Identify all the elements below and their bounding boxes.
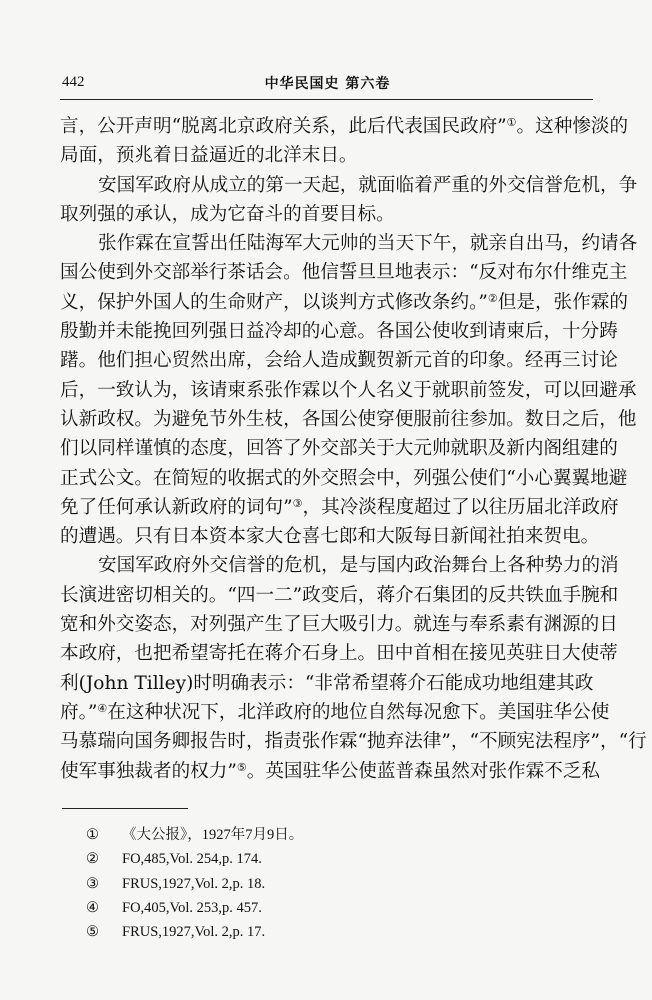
text-line: 府。”④在这种状况下，北洋政府的地位自然每况愈下。美国驻华公使	[60, 701, 610, 723]
text-line: 使军事独裁者的权力”⑤。英国驻华公使蓝普森虽然对张作霖不乏私	[60, 760, 601, 782]
text-line: 免了任何承认新政府的词句”③，其冷淡程度超过了以往历届北洋政府	[60, 496, 619, 518]
text-line: 宽和外交姿态，对列强产生了巨大吸引力。就连与奉系素有渊源的日	[60, 614, 618, 636]
footnote	[86, 896, 303, 920]
text-line: 殷勤并未能挽回列强日益冷却的心意。各国公使收到请柬后，十分踌	[60, 321, 618, 343]
footnote-text: FRUS,1927,Vol. 2,p. 17.	[122, 924, 266, 941]
footnote	[86, 872, 303, 896]
text-line: 马慕瑞向国务卿报告时，指责张作霖“抛弃法律”，“不顾宪法程序”，“行	[60, 731, 647, 753]
text-line: 取列强的承认，成为它奋斗的首要目标。	[60, 203, 395, 225]
text-line: 认新政权。为避免节外生枝，各国公使穿便服前往参加。数日之后，他	[60, 408, 637, 430]
text-line: 的遭遇。只有日本资本家大仓喜七郎和大阪每日新闻社拍来贺电。	[60, 526, 600, 548]
text-line: 本政府，也把希望寄托在蒋介石身上。田中首相在接见英驻日大使蒂	[60, 643, 618, 665]
running-title: 中华民国史 第六卷	[264, 76, 391, 92]
footnote-text: FRUS,1927,Vol. 2,p. 18.	[122, 875, 266, 892]
text-line: 正式公文。在简短的收据式的外交照会中，列强公使们“小心翼翼地避	[60, 467, 628, 489]
text-line: 言，公开声明“脱离北京政府关系，此后代表国民政府”①。这种惨淡的	[60, 116, 629, 137]
footnote	[86, 847, 303, 871]
footnote-mark: ④	[86, 899, 99, 916]
text-line: 张作霖在宣誓出任陆海军大元帅的当天下午，就亲自出马，约请各	[98, 233, 638, 255]
text-line: 国公使到外交部举行茶话会。他信誓旦旦地表示：“反对布尔什维克主	[60, 262, 628, 284]
header-rule	[60, 99, 593, 100]
text-line: 躇。他们担心贸然出席，会给人造成觐贺新元首的印象。经再三讨论	[60, 350, 618, 372]
footnote-mark: ①	[86, 827, 99, 843]
page-number: 442	[62, 74, 85, 90]
text-line: 安国军政府从成立的第一天起，就面临着严重的外交信誉危机，争	[98, 174, 638, 196]
body-text	[60, 112, 647, 786]
footnote-text: FO,485,Vol. 254,p. 174.	[122, 851, 262, 868]
text-line: 长演进密切相关的。“四一二”政变后，蒋介石集团的反共铁血手腕和	[60, 584, 619, 606]
footnote	[86, 823, 303, 847]
footnote-text: FO,405,Vol. 253,p. 457.	[122, 899, 262, 916]
text-line: 们以同样谨慎的态度，回答了外交部关于大元帅就职及新内阁组建的	[60, 438, 618, 460]
text-line: 局面，预兆着日益逼近的北洋末日。	[60, 145, 358, 167]
footnote-rule	[62, 808, 188, 809]
page-header	[62, 72, 593, 94]
text-line: 后，一致认为，该请柬系张作霖以个人名义于就职前签发，可以回避承	[60, 379, 637, 401]
text-line: 利(John Tilley)时明确表示：“非常希望蒋介石能成功地组建其政	[60, 672, 594, 694]
text-line: 义，保护外国人的生命财产，以谈判方式修改条约。”②但是，张作霖的	[60, 291, 628, 313]
footnote-mark: ③	[86, 875, 99, 892]
footnote-text: 《大公报》，1927年7月9日。	[122, 827, 304, 843]
footnotes	[86, 823, 303, 944]
text-line: 安国军政府外交信誉的危机，是与国内政治舞台上各种势力的消	[98, 555, 619, 577]
footnote	[86, 920, 303, 944]
footnote-mark: ⑤	[86, 924, 99, 941]
footnote-mark: ②	[86, 851, 99, 868]
